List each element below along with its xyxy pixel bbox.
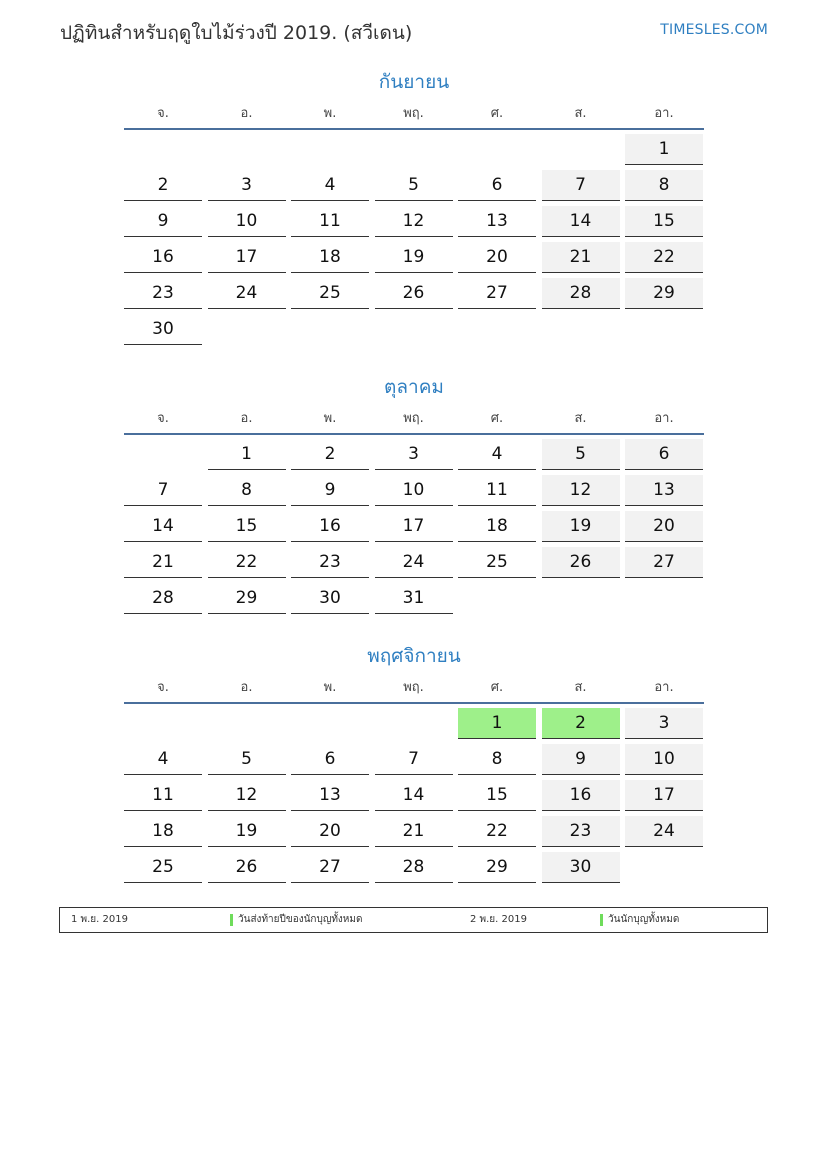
weekday-label: ศ. <box>490 411 504 426</box>
legend-color-marker <box>230 914 233 926</box>
day-cell[interactable]: 8 <box>208 475 286 506</box>
day-cell[interactable]: 28 <box>124 583 202 614</box>
legend-color-marker <box>600 914 603 926</box>
day-cell[interactable]: 18 <box>291 242 369 273</box>
day-cell[interactable]: 9 <box>124 206 202 237</box>
day-cell[interactable]: 9 <box>291 475 369 506</box>
weekday-label: พฤ. <box>403 680 424 695</box>
day-cell[interactable]: 29 <box>208 583 286 614</box>
day-cell[interactable]: 25 <box>291 278 369 309</box>
day-cell[interactable]: 29 <box>458 852 536 883</box>
holiday-day-cell[interactable]: 2 <box>542 708 620 739</box>
day-cell[interactable]: 6 <box>291 744 369 775</box>
month-block <box>124 68 704 346</box>
day-cell[interactable]: 7 <box>375 744 453 775</box>
day-cell[interactable]: 28 <box>542 278 620 309</box>
day-cell[interactable]: 29 <box>625 278 703 309</box>
day-cell[interactable]: 25 <box>458 547 536 578</box>
day-cell[interactable]: 6 <box>625 439 703 470</box>
day-cell[interactable]: 3 <box>625 708 703 739</box>
day-cell[interactable]: 19 <box>542 511 620 542</box>
month-name: พฤศจิกายน <box>367 645 461 667</box>
weekday-label: อ. <box>240 411 253 426</box>
legend-date: 1 พ.ย. 2019 <box>71 914 128 925</box>
day-cell[interactable]: 6 <box>458 170 536 201</box>
weekday-header <box>124 102 704 130</box>
day-cell[interactable]: 16 <box>291 511 369 542</box>
day-cell[interactable]: 16 <box>124 242 202 273</box>
day-grid <box>124 130 704 346</box>
weekday-label: พ. <box>323 106 337 121</box>
weekday-header <box>124 407 704 435</box>
day-cell[interactable]: 20 <box>291 816 369 847</box>
day-cell[interactable]: 24 <box>625 816 703 847</box>
weekday-label: พ. <box>323 680 337 695</box>
day-cell[interactable]: 26 <box>208 852 286 883</box>
day-cell[interactable]: 24 <box>208 278 286 309</box>
weekday-header <box>124 676 704 704</box>
weekday-label: จ. <box>157 680 169 695</box>
day-cell[interactable]: 10 <box>625 744 703 775</box>
day-cell[interactable]: 1 <box>625 134 703 165</box>
day-cell[interactable]: 16 <box>542 780 620 811</box>
weekday-label: อา. <box>654 411 674 426</box>
brand-link[interactable]: TIMESLES.COM <box>660 22 768 38</box>
day-cell[interactable]: 30 <box>124 314 202 345</box>
weekday-label: พฤ. <box>403 411 424 426</box>
day-cell[interactable]: 25 <box>124 852 202 883</box>
day-cell[interactable]: 20 <box>458 242 536 273</box>
legend-date: 2 พ.ย. 2019 <box>470 914 527 925</box>
day-cell[interactable]: 7 <box>124 475 202 506</box>
day-grid <box>124 704 704 884</box>
day-cell[interactable]: 27 <box>291 852 369 883</box>
legend-holiday-name: วันส่งท้ายปีของนักบุญทั้งหมด <box>238 914 363 925</box>
weekday-label: ส. <box>574 680 587 695</box>
day-cell[interactable]: 17 <box>208 242 286 273</box>
holiday-day-cell[interactable]: 1 <box>458 708 536 739</box>
day-cell[interactable]: 13 <box>458 206 536 237</box>
weekday-label: อ. <box>240 680 253 695</box>
weekday-label: พฤ. <box>403 106 424 121</box>
day-cell[interactable]: 15 <box>208 511 286 542</box>
day-cell[interactable]: 17 <box>375 511 453 542</box>
day-cell[interactable]: 28 <box>375 852 453 883</box>
day-cell[interactable]: 4 <box>458 439 536 470</box>
day-cell[interactable]: 3 <box>375 439 453 470</box>
weekday-label: ศ. <box>490 106 504 121</box>
day-cell[interactable]: 22 <box>625 242 703 273</box>
day-cell[interactable]: 27 <box>625 547 703 578</box>
weekday-label: ศ. <box>490 680 504 695</box>
day-cell[interactable]: 12 <box>208 780 286 811</box>
day-cell[interactable]: 19 <box>375 242 453 273</box>
day-cell[interactable]: 4 <box>291 170 369 201</box>
weekday-label: พ. <box>323 411 337 426</box>
day-cell[interactable]: 4 <box>124 744 202 775</box>
legend-holiday-name: วันนักบุญทั้งหมด <box>608 914 680 925</box>
day-cell[interactable]: 30 <box>291 583 369 614</box>
day-cell[interactable]: 15 <box>458 780 536 811</box>
page-header <box>60 18 768 48</box>
weekday-label: ส. <box>574 106 587 121</box>
day-cell[interactable]: 5 <box>208 744 286 775</box>
weekday-label: อา. <box>654 106 674 121</box>
day-cell[interactable]: 2 <box>124 170 202 201</box>
day-cell[interactable]: 14 <box>542 206 620 237</box>
page-title: ปฏิทินสำหรับฤดูใบไม้ร่วงปี 2019. (สวีเดน) <box>60 22 413 44</box>
day-cell[interactable]: 23 <box>291 547 369 578</box>
month-block <box>124 642 704 884</box>
weekday-label: ส. <box>574 411 587 426</box>
day-cell[interactable]: 13 <box>291 780 369 811</box>
day-cell[interactable]: 12 <box>542 475 620 506</box>
day-cell[interactable]: 2 <box>291 439 369 470</box>
day-cell[interactable]: 10 <box>208 206 286 237</box>
day-cell[interactable]: 14 <box>124 511 202 542</box>
month-name: ตุลาคม <box>384 376 444 398</box>
day-cell[interactable]: 15 <box>625 206 703 237</box>
day-cell[interactable]: 20 <box>625 511 703 542</box>
day-cell[interactable]: 26 <box>375 278 453 309</box>
day-cell[interactable]: 17 <box>625 780 703 811</box>
day-cell[interactable]: 3 <box>208 170 286 201</box>
day-cell[interactable]: 21 <box>124 547 202 578</box>
day-cell[interactable]: 1 <box>208 439 286 470</box>
day-cell[interactable]: 11 <box>458 475 536 506</box>
weekday-label: อ. <box>240 106 253 121</box>
day-cell[interactable]: 18 <box>458 511 536 542</box>
day-cell[interactable]: 23 <box>542 816 620 847</box>
day-cell[interactable]: 30 <box>542 852 620 883</box>
day-cell[interactable]: 7 <box>542 170 620 201</box>
day-cell[interactable]: 11 <box>291 206 369 237</box>
day-cell[interactable]: 26 <box>542 547 620 578</box>
day-cell[interactable]: 5 <box>375 170 453 201</box>
month-name: กันยายน <box>378 71 450 93</box>
weekday-label: จ. <box>157 411 169 426</box>
day-cell[interactable]: 14 <box>375 780 453 811</box>
weekday-label: อา. <box>654 680 674 695</box>
day-cell[interactable]: 12 <box>375 206 453 237</box>
day-cell[interactable]: 9 <box>542 744 620 775</box>
day-cell[interactable]: 19 <box>208 816 286 847</box>
day-cell[interactable]: 10 <box>375 475 453 506</box>
day-cell[interactable]: 21 <box>542 242 620 273</box>
day-grid <box>124 435 704 615</box>
day-cell[interactable]: 24 <box>375 547 453 578</box>
day-cell[interactable]: 11 <box>124 780 202 811</box>
month-block <box>124 373 704 615</box>
day-cell[interactable]: 22 <box>458 816 536 847</box>
day-cell[interactable]: 8 <box>458 744 536 775</box>
day-cell[interactable]: 8 <box>625 170 703 201</box>
day-cell[interactable]: 18 <box>124 816 202 847</box>
weekday-label: จ. <box>157 106 169 121</box>
holiday-legend <box>59 907 768 933</box>
day-cell[interactable]: 22 <box>208 547 286 578</box>
day-cell[interactable]: 21 <box>375 816 453 847</box>
day-cell[interactable]: 31 <box>375 583 453 614</box>
day-cell[interactable]: 23 <box>124 278 202 309</box>
day-cell[interactable]: 5 <box>542 439 620 470</box>
day-cell[interactable]: 27 <box>458 278 536 309</box>
day-cell[interactable]: 13 <box>625 475 703 506</box>
